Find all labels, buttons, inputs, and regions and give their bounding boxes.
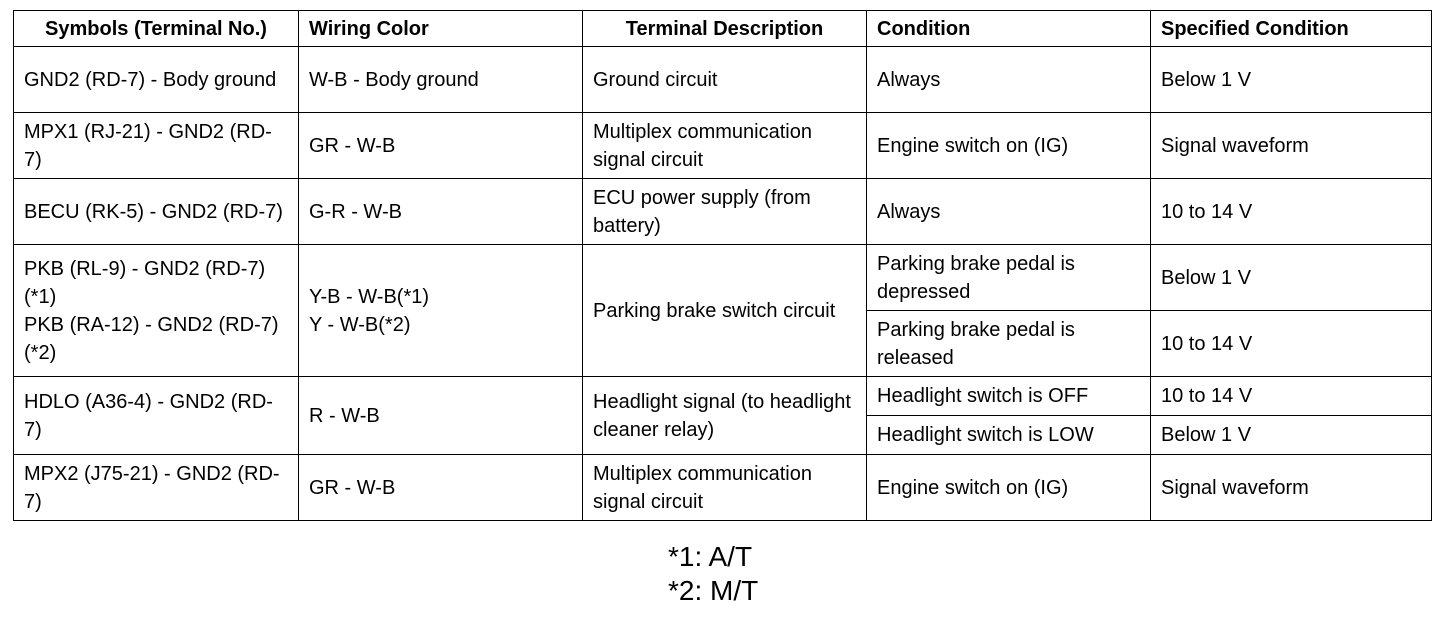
cell-description: Multiplex communication signal circuit [583, 113, 867, 179]
cell-symbol: MPX1 (RJ-21) - GND2 (RD-7) [14, 113, 299, 179]
cell-symbol [14, 245, 299, 377]
table-row-gnd2 [14, 47, 1432, 113]
table-row-becu [14, 179, 1432, 245]
cell-specified: 10 to 14 V [1151, 377, 1432, 416]
cell-condition: Always [867, 47, 1151, 113]
cell-wiring: R - W-B [299, 377, 583, 455]
cell-wiring-mt: Y - W-B(*2) [309, 313, 411, 336]
table-row-mpx2 [14, 455, 1432, 521]
cell-description: Parking brake switch circuit [583, 245, 867, 377]
cell-specified: Signal waveform [1151, 455, 1432, 521]
terminal-spec-table [13, 10, 1432, 521]
cell-wiring [299, 245, 583, 377]
cell-specified: 10 to 14 V [1151, 311, 1432, 377]
footnote-at: *1: A/T [668, 541, 753, 572]
header-terminal-description: Terminal Description [583, 11, 867, 47]
cell-wiring: G-R - W-B [299, 179, 583, 245]
cell-condition: Parking brake pedal is released [867, 311, 1151, 377]
footnote-mt: *2: M/T [668, 575, 759, 606]
cell-condition: Parking brake pedal is depressed [867, 245, 1151, 311]
header-symbols: Symbols (Terminal No.) [14, 11, 299, 47]
cell-condition: Headlight switch is OFF [867, 377, 1151, 416]
cell-description: Ground circuit [583, 47, 867, 113]
cell-symbol-at: PKB (RL-9) - GND2 (RD-7) (*1) [24, 257, 266, 308]
header-wiring-color: Wiring Color [299, 11, 583, 47]
cell-symbol: MPX2 (J75-21) - GND2 (RD-7) [14, 455, 299, 521]
header-specified-condition: Specified Condition [1151, 11, 1432, 47]
cell-symbol: HDLO (A36-4) - GND2 (RD-7) [14, 377, 299, 455]
table-header-row [14, 11, 1432, 47]
cell-specified: Signal waveform [1151, 113, 1432, 179]
table-row-pkb-depressed [14, 245, 1432, 311]
table-row-hdlo-off [14, 377, 1432, 416]
cell-specified: 10 to 14 V [1151, 179, 1432, 245]
cell-specified: Below 1 V [1151, 245, 1432, 311]
cell-description: ECU power supply (from battery) [583, 179, 867, 245]
cell-wiring: GR - W-B [299, 455, 583, 521]
cell-wiring: GR - W-B [299, 113, 583, 179]
cell-symbol: GND2 (RD-7) - Body ground [14, 47, 299, 113]
cell-specified: Below 1 V [1151, 47, 1432, 113]
cell-wiring-at: Y-B - W-B(*1) [309, 285, 430, 308]
cell-description: Headlight signal (to headlight cleaner relay) [583, 377, 867, 455]
cell-condition: Always [867, 179, 1151, 245]
footnotes [668, 540, 758, 608]
cell-condition: Headlight switch is LOW [867, 416, 1151, 455]
cell-condition: Engine switch on (IG) [867, 455, 1151, 521]
cell-wiring: W-B - Body ground [299, 47, 583, 113]
table-row-mpx1 [14, 113, 1432, 179]
cell-condition: Engine switch on (IG) [867, 113, 1151, 179]
cell-specified: Below 1 V [1151, 416, 1432, 455]
cell-description: Multiplex communication signal circuit [583, 455, 867, 521]
cell-symbol-mt: PKB (RA-12) - GND2 (RD-7) (*2) [24, 313, 279, 364]
header-condition: Condition [867, 11, 1151, 47]
cell-symbol: BECU (RK-5) - GND2 (RD-7) [14, 179, 299, 245]
